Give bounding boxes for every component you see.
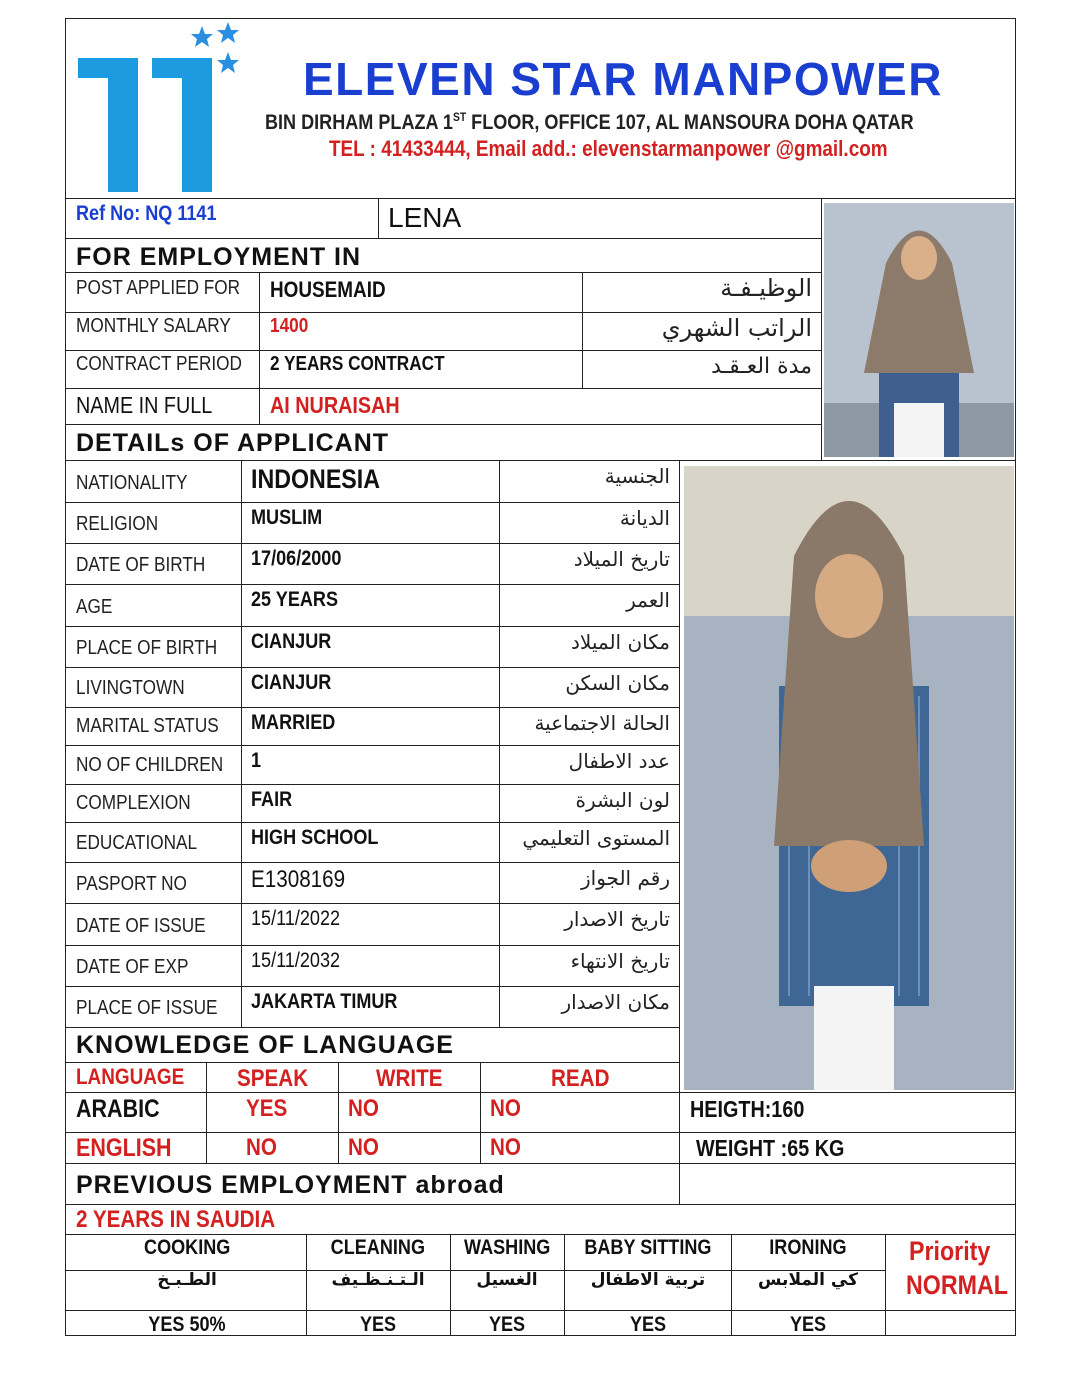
skill-level: YES <box>789 1313 827 1336</box>
employment-arabic: مدة العـقـد <box>711 354 812 379</box>
skill-level: YES <box>359 1313 397 1336</box>
detail-value: CIANJUR <box>251 630 332 653</box>
company-address: BIN DIRHAM PLAZA 1ST FLOOR, OFFICE 107, AL MANSOURA DOHA QATAR <box>265 110 914 134</box>
skill-name-arabic: الـتـنـظـيف <box>331 1270 425 1290</box>
full-name-value: AI NURAISAH <box>270 392 400 418</box>
height-value: HEIGTH:160 <box>690 1096 805 1122</box>
employment-value: HOUSEMAID <box>270 277 386 302</box>
language-speak: NO <box>246 1134 277 1161</box>
detail-label: MARITAL STATUS <box>76 715 219 737</box>
detail-arabic: الحالة الاجتماعية <box>534 711 670 735</box>
skill-name-arabic: تربية الاطفال <box>590 1270 706 1290</box>
language-header-speak: SPEAK <box>237 1065 309 1092</box>
weight-value: WEIGHT :65 KG <box>696 1135 845 1161</box>
detail-label: AGE <box>76 596 113 618</box>
language-write: NO <box>348 1095 379 1122</box>
details-section-title: DETAILs OF APPLICANT <box>76 429 390 457</box>
employment-label: CONTRACT PERIOD <box>76 353 242 375</box>
detail-value: FAIR <box>251 788 293 811</box>
skill-name: WASHING <box>463 1236 551 1259</box>
detail-arabic: الديانة <box>619 506 670 530</box>
detail-arabic: تاريخ الانتهاء <box>570 949 670 973</box>
detail-value: E1308169 <box>251 866 346 893</box>
skill-level: YES <box>488 1313 526 1336</box>
skill-name: COOKING <box>143 1236 231 1259</box>
detail-value: JAKARTA TIMUR <box>251 990 398 1013</box>
detail-arabic: مكان الاصدار <box>561 990 670 1014</box>
detail-value: HIGH SCHOOL <box>251 826 379 849</box>
employment-label: POST APPLIED FOR <box>76 277 241 299</box>
language-header-read: READ <box>551 1065 610 1092</box>
detail-value: 1 <box>251 749 262 772</box>
skill-name-arabic: كي الملابس <box>758 1270 858 1290</box>
detail-arabic: رقم الجواز <box>581 866 670 890</box>
applicant-photo-small <box>824 203 1014 457</box>
detail-arabic: عدد الاطفال <box>568 749 670 773</box>
detail-label: PASPORT NO <box>76 873 187 895</box>
company-contact: TEL : 41433444, Email add.: elevenstarmanpower @gmail.com <box>329 136 888 161</box>
skill-name-arabic: الطـبـخ <box>157 1270 217 1290</box>
applicant-photo-large <box>684 466 1014 1090</box>
employment-section-title: FOR EMPLOYMENT IN <box>76 243 362 271</box>
salary-value: 1400 <box>270 315 309 337</box>
skill-level: YES 50% <box>148 1313 226 1336</box>
detail-label: EDUCATIONAL <box>76 832 198 854</box>
language-header-write: WRITE <box>376 1065 443 1092</box>
language-name: ARABIC <box>76 1095 160 1123</box>
detail-label: NATIONALITY <box>76 472 188 494</box>
skill-name: IRONING <box>769 1236 847 1259</box>
detail-label: NO OF CHILDREN <box>76 754 224 776</box>
detail-value: 15/11/2032 <box>251 949 341 972</box>
detail-value: 25 YEARS <box>251 588 339 611</box>
language-write: NO <box>348 1134 379 1161</box>
detail-arabic: لون البشرة <box>575 788 670 812</box>
full-name-label: NAME IN FULL <box>76 392 213 418</box>
company-name: ELEVEN STAR MANPOWER <box>303 53 943 105</box>
employment-value: 2 YEARS CONTRACT <box>270 353 445 375</box>
detail-label: DATE OF BIRTH <box>76 554 206 576</box>
ref-number: Ref No: NQ 1141 <box>76 202 217 225</box>
employment-arabic: الوظيـفـة <box>720 274 812 302</box>
detail-label: PLACE OF BIRTH <box>76 637 218 659</box>
skill-name-arabic: الغسيل <box>476 1270 538 1290</box>
nickname: LENA <box>388 202 462 233</box>
detail-arabic: مكان الميلاد <box>571 630 670 654</box>
detail-label: LIVINGTOWN <box>76 677 185 699</box>
skill-name: BABY SITTING <box>584 1236 712 1259</box>
language-read: NO <box>490 1134 521 1161</box>
detail-value: 17/06/2000 <box>251 547 342 570</box>
detail-value: CIANJUR <box>251 671 332 694</box>
employment-arabic: الراتب الشهري <box>661 314 812 342</box>
language-read: NO <box>490 1095 521 1122</box>
skill-level: YES <box>629 1313 667 1336</box>
detail-arabic: تاريخ الاصدار <box>564 907 670 931</box>
detail-label: DATE OF EXP <box>76 956 189 978</box>
detail-label: PLACE OF ISSUE <box>76 997 218 1019</box>
detail-label: DATE OF ISSUE <box>76 915 206 937</box>
detail-value: INDONESIA <box>251 464 381 494</box>
detail-label: RELIGION <box>76 513 159 535</box>
language-speak: YES <box>246 1095 288 1122</box>
detail-arabic: العمر <box>626 588 670 612</box>
detail-label: COMPLEXION <box>76 792 191 814</box>
detail-arabic: مكان السكن <box>565 671 670 695</box>
employment-label: MONTHLY SALARY <box>76 315 231 337</box>
language-section-title: KNOWLEDGE OF LANGUAGE <box>76 1031 454 1059</box>
skill-name: CLEANING <box>330 1236 426 1259</box>
company-logo <box>72 20 252 196</box>
priority-label: Priority <box>909 1236 991 1266</box>
language-header-language: LANGUAGE <box>76 1064 185 1089</box>
detail-value: MUSLIM <box>251 506 323 529</box>
detail-arabic: تاريخ الميلاد <box>573 547 670 571</box>
detail-arabic: المستوى التعليمي <box>522 826 670 850</box>
previous-section-title: PREVIOUS EMPLOYMENT abroad <box>76 1171 505 1199</box>
language-name: ENGLISH <box>76 1134 172 1162</box>
detail-value: 15/11/2022 <box>251 907 341 930</box>
detail-arabic: الجنسية <box>604 464 670 488</box>
detail-value: MARRIED <box>251 711 336 734</box>
previous-employment-value: 2 YEARS IN SAUDIA <box>76 1206 276 1233</box>
priority-value: NORMAL <box>906 1270 1008 1300</box>
